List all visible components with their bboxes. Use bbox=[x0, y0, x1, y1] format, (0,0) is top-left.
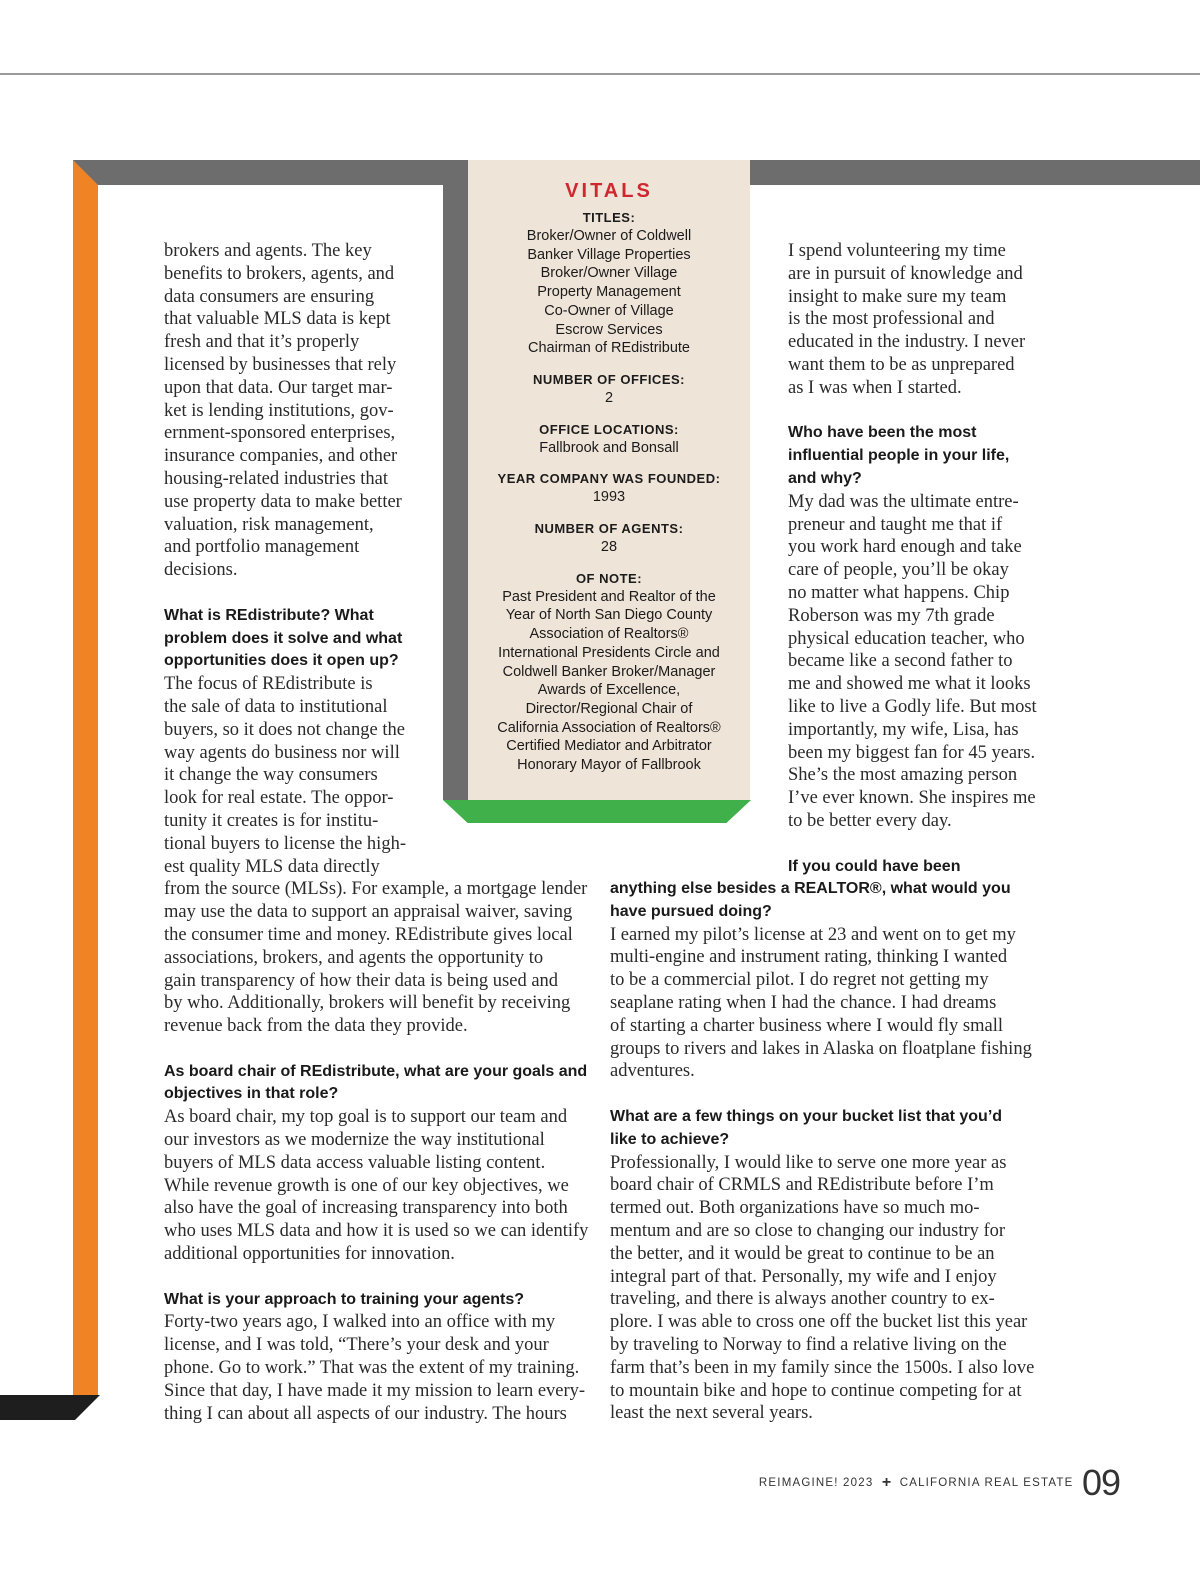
text-line: Property Management bbox=[537, 284, 681, 301]
text-line: way agents do business nor will bbox=[164, 742, 400, 763]
vitals-locations-value: Fallbrook and Bonsall bbox=[539, 439, 679, 456]
text-line: thing I can about all aspects of our industry. The hours bbox=[164, 1403, 567, 1424]
vitals-agents-heading: NUMBER OF AGENTS: bbox=[534, 521, 684, 537]
vitals-offices-value: 2 bbox=[604, 389, 614, 406]
question-bucket-list bbox=[610, 1106, 1050, 1152]
text-line: license, and I was told, “There’s your desk and your bbox=[164, 1335, 549, 1356]
text-line: farm that’s been in my family since the 1500s. I also love bbox=[610, 1357, 1035, 1378]
text-line: the sale of data to institutional bbox=[164, 696, 388, 717]
text-line: mentum and are so close to changing our industry for bbox=[610, 1220, 1006, 1241]
text-line: International Presidents Circle and bbox=[498, 644, 720, 661]
question-board-chair-goals bbox=[164, 1061, 604, 1107]
text-line: fresh and that it’s properly bbox=[164, 332, 360, 353]
text-line: Coldwell Banker Broker/Manager bbox=[502, 663, 716, 680]
text-line: est quality MLS data directly bbox=[164, 856, 380, 877]
text-line: to be better every day. bbox=[788, 810, 952, 831]
text-line: As board chair of REdistribute, what are your goals and bbox=[164, 1062, 588, 1080]
text-line: phone. Go to work.” That was the extent of my training. bbox=[164, 1358, 580, 1379]
text-line: board chair of CRMLS and REdistribute before I’m bbox=[610, 1175, 994, 1196]
text-line: may use the data to support an appraisal waiver, saving bbox=[164, 902, 573, 923]
question-alternative-career-start: If you could have been bbox=[788, 857, 961, 875]
text-line: plore. I was able to cross one off the bucket list this year bbox=[610, 1312, 1028, 1333]
text-line: by traveling to Norway to find a relative living on the bbox=[610, 1334, 1007, 1355]
text-line: also have the goal of increasing transparency into both bbox=[164, 1198, 568, 1219]
text-line: anything else besides a REALTOR®, what would you bbox=[610, 880, 1011, 897]
text-line: Since that day, I have made it my mission to learn every- bbox=[164, 1380, 586, 1401]
text-line: who uses MLS data and how it is used so we can identify bbox=[164, 1221, 589, 1242]
text-line: have pursued doing? bbox=[610, 902, 772, 920]
text-line: gain transparency of how their data is being used and bbox=[164, 970, 559, 991]
text-line: of starting a charter business where I would fly small bbox=[610, 1015, 1004, 1036]
text-line: Banker Village Properties bbox=[527, 246, 691, 263]
text-line: Past President and Realtor of the bbox=[502, 588, 716, 605]
text-line: Escrow Services bbox=[555, 321, 663, 338]
text-line: seaplane rating when I had the chance. I had dreams bbox=[610, 992, 997, 1013]
text-line: is the most professional and bbox=[788, 309, 995, 330]
text-line: Awards of Excellence, bbox=[537, 682, 681, 699]
vitals-agents-value: 28 bbox=[600, 539, 618, 556]
qa-bucket-list bbox=[610, 1106, 1050, 1425]
text-line: California Association of Realtors® bbox=[497, 719, 721, 736]
footer-plus-icon: + bbox=[881, 1474, 892, 1491]
text-line: problem does it solve and what bbox=[164, 629, 403, 647]
question-training-approach bbox=[164, 1289, 604, 1312]
text-line: care of people, you’ll be okay bbox=[788, 560, 1009, 581]
text-line: buyers of MLS data access valuable listing content. bbox=[164, 1152, 546, 1173]
text-line: What is REdistribute? What bbox=[164, 606, 374, 624]
text-line: Director/Regional Chair of bbox=[525, 700, 693, 717]
footer-magazine-title: CALIFORNIA REAL ESTATE bbox=[899, 1477, 1074, 1489]
text-line: the better, and it would be great to continue to be an bbox=[610, 1243, 995, 1264]
text-line: to be a commercial pilot. I do regret not getting my bbox=[610, 970, 989, 991]
answer-redistribute bbox=[164, 673, 604, 1038]
text-line: termed out. Both organizations have so much mo- bbox=[610, 1198, 980, 1219]
text-line: My dad was the ultimate entre- bbox=[788, 491, 1019, 512]
text-line: our investors as we modernize the way institutional bbox=[164, 1130, 545, 1151]
text-line: been my biggest fan for 45 years. bbox=[788, 742, 1036, 763]
text-line: upon that data. Our target mar- bbox=[164, 377, 393, 398]
text-line: Year of North San Diego County bbox=[505, 607, 713, 624]
vitals-note-heading: OF NOTE: bbox=[575, 570, 643, 586]
text-line: tional buyers to license the high- bbox=[164, 833, 406, 854]
text-line: revenue back from the data they provide. bbox=[164, 1016, 468, 1037]
text-line: Forty-two years ago, I walked into an office with my bbox=[164, 1312, 556, 1333]
text-line: brokers and agents. The key bbox=[164, 241, 372, 261]
text-line: valuation, risk management, bbox=[164, 514, 374, 535]
text-line: integral part of that. Personally, my wife and I enjoy bbox=[610, 1266, 997, 1287]
answer-training-approach bbox=[164, 1311, 604, 1425]
text-line: want them to be as unprepared bbox=[788, 354, 1015, 375]
text-line: by who. Additionally, brokers will benefit by receiving bbox=[164, 993, 571, 1014]
qa-influential-people bbox=[788, 422, 1048, 832]
answer-board-chair-goals bbox=[164, 1106, 604, 1266]
left-article-column bbox=[164, 240, 604, 1448]
footer-publication: REIMAGINE! 2023 bbox=[758, 1477, 874, 1489]
text-line: influential people in your life, bbox=[788, 447, 1010, 465]
text-line: licensed by businesses that rely bbox=[164, 354, 397, 375]
question-influential-people bbox=[788, 422, 1048, 490]
vitals-offices-heading: NUMBER OF OFFICES: bbox=[533, 371, 685, 387]
text-line: housing-related industries that bbox=[164, 468, 389, 489]
text-line: tunity it creates is for institu- bbox=[164, 810, 379, 831]
text-line: like to live a Godly life. But most bbox=[788, 696, 1037, 717]
text-line: ernment-sponsored enterprises, bbox=[164, 423, 396, 444]
text-line: As board chair, my top goal is to support our team and bbox=[164, 1107, 568, 1128]
text-line: ket is lending institutions, gov- bbox=[164, 400, 394, 421]
frame-bar-black bbox=[0, 1395, 100, 1420]
text-line: as I was when I started. bbox=[788, 377, 962, 398]
text-line: associations, brokers, and agents the opportunity to bbox=[164, 947, 544, 968]
text-line: Honorary Mayor of Fallbrook bbox=[517, 757, 701, 774]
text-line: least the next several years. bbox=[610, 1403, 813, 1424]
right-lower-column bbox=[610, 878, 1050, 1448]
text-line: preneur and taught me that if bbox=[788, 514, 1003, 535]
text-line: from the source (MLSs). For example, a mortgage lender bbox=[164, 879, 588, 900]
text-line: Association of Realtors® bbox=[529, 626, 689, 643]
question-redistribute bbox=[164, 605, 604, 673]
text-line: insight to make sure my team bbox=[788, 286, 1007, 307]
vitals-titles-heading: TITLES: bbox=[582, 210, 636, 225]
text-line: are in pursuit of knowledge and bbox=[788, 263, 1023, 284]
text-line: you work hard enough and take bbox=[788, 537, 1022, 558]
answer-alternative-career bbox=[610, 924, 1050, 1084]
text-line: Certified Mediator and Arbitrator bbox=[506, 738, 712, 755]
qa-training-approach bbox=[164, 1289, 604, 1426]
frame-bar-top-right bbox=[750, 160, 1200, 185]
vitals-founded-heading: YEAR COMPANY WAS FOUNDED: bbox=[497, 471, 721, 487]
text-line: The focus of REdistribute is bbox=[164, 674, 373, 695]
text-line: What is your approach to training your agents? bbox=[164, 1290, 525, 1308]
text-line: multi-engine and instrument rating, thinking I wanted bbox=[610, 947, 1008, 968]
text-line: the consumer time and money. REdistribute gives local bbox=[164, 924, 573, 945]
text-line: insurance companies, and other bbox=[164, 446, 398, 467]
text-line: and why? bbox=[788, 469, 862, 487]
text-line: opportunities does it open up? bbox=[164, 652, 399, 670]
vitals-title: VITALS bbox=[565, 180, 653, 202]
text-line: physical education teacher, who bbox=[788, 628, 1025, 649]
answer-influential-people bbox=[788, 491, 1048, 833]
text-line: Chairman of REdistribute bbox=[528, 340, 690, 357]
text-line: Professionally, I would like to serve one more year as bbox=[610, 1152, 1007, 1173]
top-rule bbox=[0, 73, 1200, 75]
text-line: additional opportunities for innovation. bbox=[164, 1244, 455, 1265]
text-line: became like a second father to bbox=[788, 651, 1013, 672]
text-line: While revenue growth is one of our key objectives, we bbox=[164, 1175, 569, 1196]
text-line: Broker/Owner of Coldwell bbox=[526, 228, 692, 244]
text-line: like to achieve? bbox=[610, 1130, 730, 1148]
text-line: data consumers are ensuring bbox=[164, 286, 375, 307]
text-line: me and showed me what it looks bbox=[788, 674, 1031, 695]
text-line: and portfolio management bbox=[164, 537, 360, 558]
frame-bar-top-left bbox=[73, 160, 445, 185]
text-line: Co-Owner of Village bbox=[544, 302, 674, 319]
left-intro-paragraph bbox=[164, 240, 604, 582]
page-number: 09 bbox=[1081, 1462, 1120, 1503]
frame-bar-orange bbox=[73, 160, 98, 1420]
text-line: importantly, my wife, Lisa, has bbox=[788, 719, 1019, 740]
text-line: decisions. bbox=[164, 560, 238, 581]
text-line: benefits to brokers, agents, and bbox=[164, 263, 395, 284]
question-alternative-career bbox=[610, 878, 1050, 924]
vitals-locations-heading: OFFICE LOCATIONS: bbox=[539, 421, 679, 437]
text-line: What are a few things on your bucket list that you’d bbox=[610, 1107, 1003, 1125]
text-line: buyers, so it does not change the bbox=[164, 719, 405, 740]
text-line: educated in the industry. I never bbox=[788, 332, 1026, 353]
qa-board-chair-goals bbox=[164, 1061, 604, 1266]
text-line: to mountain bike and hope to continue competing for at bbox=[610, 1380, 1022, 1401]
text-line: look for real estate. The oppor- bbox=[164, 788, 394, 809]
text-line: She’s the most amazing person bbox=[788, 765, 1018, 786]
qa-alternative-career bbox=[610, 878, 1050, 1083]
text-line: I earned my pilot’s license at 23 and went on to get my bbox=[610, 924, 1016, 945]
text-line: it change the way consumers bbox=[164, 765, 378, 786]
text-line: adventures. bbox=[610, 1061, 695, 1082]
right-intro-paragraph bbox=[788, 240, 1048, 400]
answer-bucket-list bbox=[610, 1152, 1050, 1426]
text-line: Roberson was my 7th grade bbox=[788, 605, 995, 626]
text-line: I spend volunteering my time bbox=[788, 241, 1006, 261]
text-line: traveling, and there is always another country to ex- bbox=[610, 1289, 995, 1310]
page-footer bbox=[759, 1462, 1120, 1504]
text-line: no matter what happens. Chip bbox=[788, 582, 1010, 603]
text-line: I’ve ever known. She inspires me bbox=[788, 788, 1036, 809]
qa-redistribute bbox=[164, 605, 604, 1038]
text-line: that valuable MLS data is kept bbox=[164, 309, 391, 330]
text-line: Broker/Owner Village bbox=[540, 265, 678, 282]
text-line: groups to rivers and lakes in Alaska on floatplane fishing bbox=[610, 1038, 1032, 1059]
text-line: objectives in that role? bbox=[164, 1085, 339, 1103]
vitals-founded-value: 1993 bbox=[592, 489, 626, 506]
text-line: use property data to make better bbox=[164, 491, 402, 512]
text-line: Who have been the most bbox=[788, 424, 977, 442]
right-upper-column bbox=[788, 240, 1048, 878]
